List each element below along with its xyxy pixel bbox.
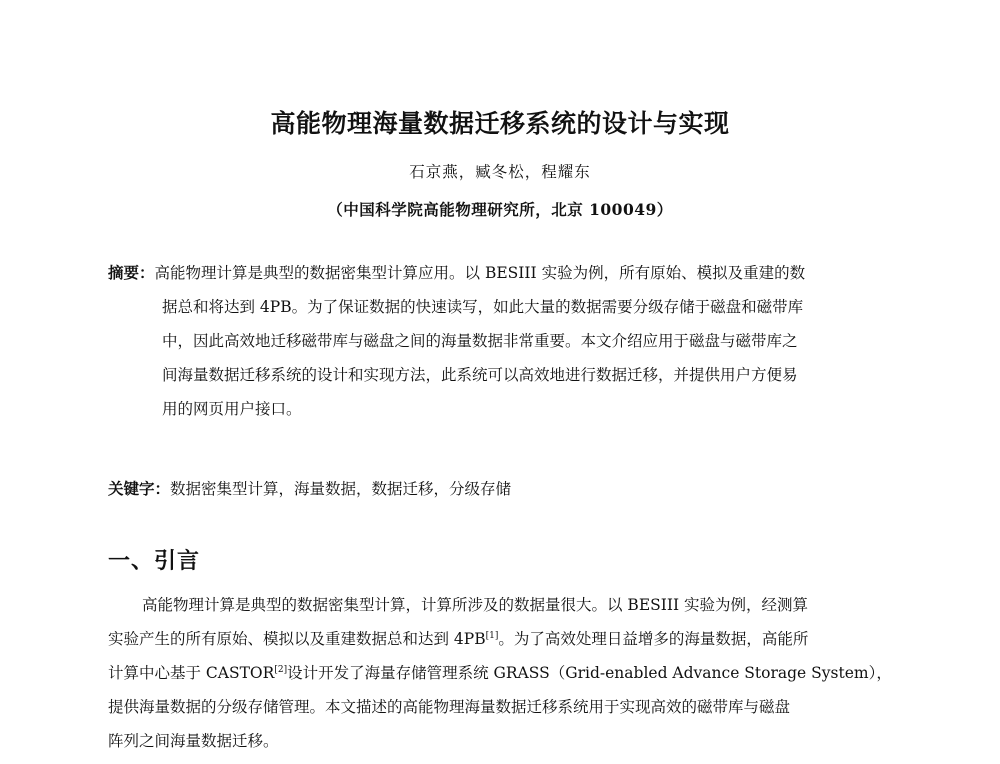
keywords-label: 关键字： [108, 480, 171, 498]
keywords-text: 数据密集型计算，海量数据，数据迁移，分级存储 [170, 480, 512, 498]
abstract-line: 中，因此高效地迁移磁带库与磁盘之间的海量数据非常重要。本文介绍应用于磁盘与磁带库之 [162, 332, 798, 350]
paper-affiliation: （中国科学院高能物理研究所，北京 100049） [327, 200, 673, 219]
paper-authors: 石京燕，臧冬松，程耀东 [409, 163, 591, 181]
abstract-text: 高能物理计算是典型的数据密集型计算应用。以 BESIII 实验为例，所有原始、模拟及重建的数 [154, 264, 806, 282]
body-text-segment: 实验产生的所有原始、模拟以及重建数据总和达到 4PB [108, 630, 486, 648]
section-body [108, 594, 908, 764]
section-heading: 一、引言 [108, 549, 201, 574]
abstract-label: 摘要： [108, 264, 155, 282]
abstract-line: 用的网页用户接口。 [162, 400, 302, 418]
body-line [108, 662, 908, 696]
citation-ref: [2] [274, 665, 288, 675]
body-line: 高能物理计算是典型的数据密集型计算，计算所涉及的数据量很大。以 BESIII 实验为例，经测算 [142, 596, 809, 614]
abstract-block [108, 262, 908, 432]
body-text-segment: 设计开发了海量存储管理系统 GRASS（Grid-enabled Advance Storage System）， [287, 664, 892, 682]
body-line [108, 628, 908, 662]
citation-ref: [1] [485, 631, 499, 641]
body-line: 提供海量数据的分级存储管理。本文描述的高能物理海量数据迁移系统用于实现高效的磁带库与磁盘 [108, 698, 791, 716]
abstract-line: 据总和将达到 4PB。为了保证数据的快速读写，如此大量的数据需要分级存储于磁盘和磁带库 [162, 298, 804, 316]
body-line: 阵列之间海量数据迁移。 [108, 732, 279, 750]
abstract-line: 间海量数据迁移系统的设计和实现方法，此系统可以高效地进行数据迁移，并提供用户方便易 [162, 366, 798, 384]
body-text-segment: 。为了高效处理日益增多的海量数据，高能所 [498, 630, 809, 648]
paper-title: 高能物理海量数据迁移系统的设计与实现 [270, 109, 730, 138]
keywords-block [108, 478, 908, 500]
body-text-segment: 计算中心基于 CASTOR [108, 664, 275, 682]
abstract-line [108, 262, 908, 296]
